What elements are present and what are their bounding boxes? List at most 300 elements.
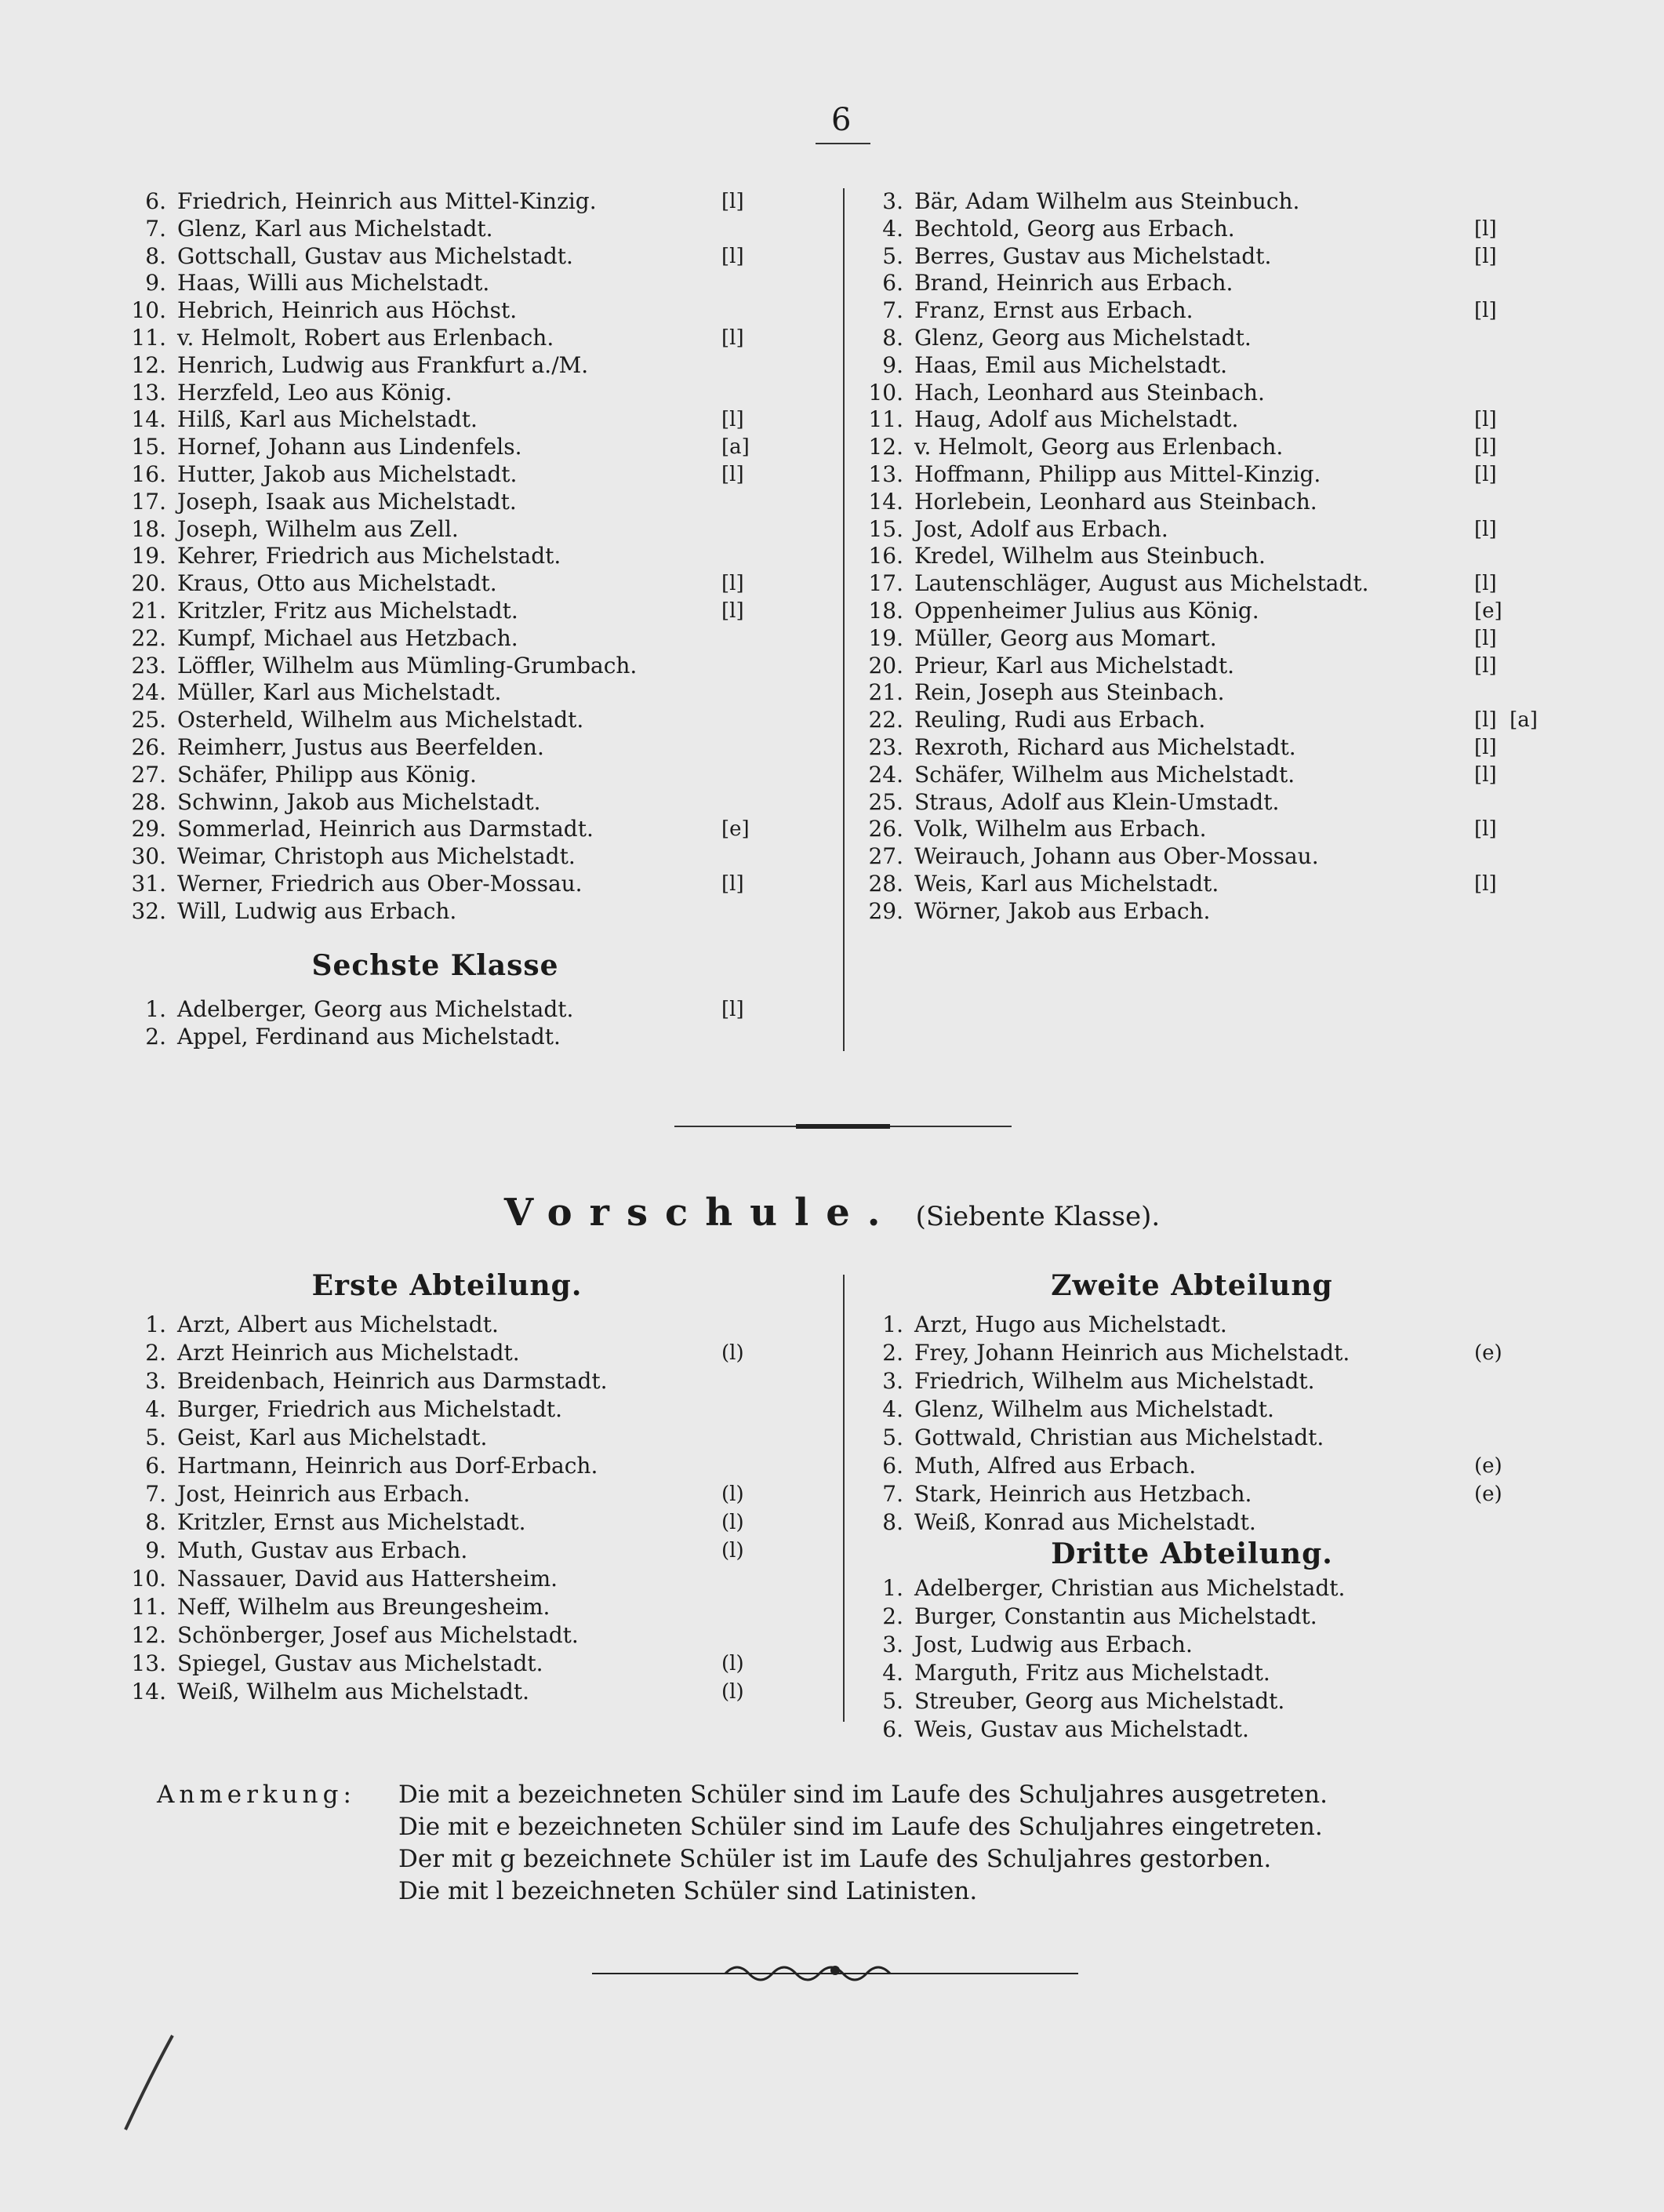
- student-number: 11.: [131, 1594, 166, 1620]
- student-name: Weirauch, Johann aus Ober-Mossau.: [914, 843, 1319, 870]
- student-row: [863, 898, 1568, 926]
- student-row: [863, 188, 1568, 216]
- student-name: Adelberger, Georg aus Michelstadt.: [177, 996, 574, 1022]
- student-name: Geist, Karl aus Michelstadt.: [177, 1424, 488, 1450]
- student-mark: [a]: [721, 435, 750, 460]
- student-row: [125, 1679, 831, 1707]
- student-row: [125, 434, 831, 461]
- anmerkung-line: Die mit l bezeichneten Schüler sind Latinisten.: [398, 1877, 978, 1905]
- student-row: [125, 406, 831, 434]
- student-name: Hoffmann, Philipp aus Mittel-Kinzig.: [914, 460, 1321, 487]
- student-name: Rexroth, Richard aus Michelstadt.: [914, 733, 1296, 760]
- student-name: Rein, Joseph aus Steinbach.: [914, 679, 1225, 706]
- student-row: [125, 1481, 831, 1509]
- dritte-abteilung-heading: Dritte Abteilung.: [1051, 1537, 1333, 1570]
- student-number: 3.: [882, 1368, 903, 1394]
- sechste-klasse-heading: Sechste Klasse: [311, 949, 559, 982]
- anmerkung-line: Die mit e bezeichneten Schüler sind im Laufe des Schuljahres eingetreten.: [398, 1813, 1323, 1841]
- student-row: [125, 843, 831, 871]
- student-row: [863, 1396, 1568, 1424]
- anmerkung-label: Anmerkung:: [157, 1781, 356, 1809]
- student-name: Weis, Karl aus Michelstadt.: [914, 870, 1219, 897]
- student-mark: [l]: [1474, 572, 1497, 596]
- student-name: Hartmann, Heinrich aus Dorf-Erbach.: [177, 1453, 598, 1479]
- page-number: 6: [831, 102, 852, 138]
- student-row: [863, 734, 1568, 762]
- sechste-klasse-list: [125, 996, 831, 1051]
- student-row: [125, 679, 831, 707]
- dritte-abteilung-list: [863, 1575, 1568, 1744]
- student-name: Oppenheimer Julius aus König.: [914, 597, 1259, 624]
- student-number: 25.: [131, 707, 166, 733]
- student-number: 20.: [868, 652, 903, 679]
- student-row: [863, 270, 1568, 297]
- zweite-abteilung-heading: Zweite Abteilung: [1051, 1269, 1333, 1302]
- student-row: [863, 789, 1568, 817]
- student-number: 8.: [145, 1509, 166, 1535]
- student-mark: [l]: [721, 572, 744, 596]
- student-row: [125, 734, 831, 762]
- student-row: [863, 1688, 1568, 1716]
- student-row: [125, 1594, 831, 1622]
- student-number: 12.: [131, 1622, 166, 1648]
- student-number: 13.: [131, 1650, 166, 1676]
- student-row: [863, 1368, 1568, 1396]
- student-mark: (l): [721, 1652, 744, 1675]
- student-row: [863, 243, 1568, 271]
- student-number: 3.: [882, 1632, 903, 1657]
- student-number: 6.: [882, 1453, 903, 1479]
- student-row: [125, 1453, 831, 1481]
- student-number: 15.: [131, 434, 166, 460]
- student-name: Prieur, Karl aus Michelstadt.: [914, 652, 1234, 679]
- student-row: [863, 679, 1568, 707]
- student-name: Hornef, Johann aus Lindenfels.: [177, 434, 522, 460]
- student-mark: (e): [1474, 1341, 1502, 1365]
- student-number: 14.: [868, 488, 903, 515]
- student-number: 11.: [131, 324, 166, 351]
- student-row: [125, 380, 831, 407]
- dritte-abteilung-heading-wrap: [863, 1537, 1521, 1570]
- anmerkung-line: Die mit a bezeichneten Schüler sind im Laufe des Schuljahres ausgetreten.: [398, 1781, 1328, 1809]
- student-row: [125, 1424, 831, 1453]
- student-number: 22.: [131, 624, 166, 651]
- student-number: 1.: [145, 996, 166, 1022]
- student-name: Streuber, Georg aus Michelstadt.: [914, 1688, 1285, 1714]
- student-row: [863, 1312, 1568, 1340]
- student-name: Bär, Adam Wilhelm aus Steinbuch.: [914, 188, 1300, 214]
- student-row: [863, 625, 1568, 653]
- sechste-klasse-heading-wrap: [125, 949, 745, 982]
- student-row: [863, 434, 1568, 461]
- student-number: 8.: [145, 242, 166, 269]
- student-row: [863, 1453, 1568, 1481]
- student-number: 9.: [145, 270, 166, 297]
- student-mark: [l] [a]: [1474, 708, 1538, 733]
- student-name: Osterheld, Wilhelm aus Michelstadt.: [177, 707, 584, 733]
- student-name: Sommerlad, Heinrich aus Darmstadt.: [177, 816, 594, 842]
- student-number: 4.: [882, 1396, 903, 1422]
- student-number: 27.: [868, 843, 903, 870]
- erste-abteilung-heading-wrap: [125, 1269, 768, 1302]
- student-number: 23.: [868, 733, 903, 760]
- student-name: Burger, Friedrich aus Michelstadt.: [177, 1396, 563, 1422]
- student-name: Kumpf, Michael aus Hetzbach.: [177, 624, 518, 651]
- erste-abteilung-list: [125, 1312, 831, 1707]
- student-row: [125, 898, 831, 926]
- student-name: Haas, Willi aus Michelstadt.: [177, 270, 490, 297]
- student-number: 9.: [145, 1537, 166, 1563]
- student-row: [125, 871, 831, 898]
- student-row: [125, 653, 831, 680]
- student-name: Jost, Ludwig aus Erbach.: [914, 1632, 1193, 1657]
- student-number: 1.: [882, 1575, 903, 1601]
- student-row: [863, 871, 1568, 898]
- student-number: 24.: [868, 761, 903, 788]
- student-number: 10.: [131, 1566, 166, 1592]
- student-row: [125, 1509, 831, 1537]
- section-divider-line: [674, 1122, 1012, 1131]
- student-mark: [l]: [1474, 517, 1497, 541]
- student-row: [863, 516, 1568, 544]
- zweite-abteilung-heading-wrap: [863, 1269, 1521, 1302]
- student-name: Hilß, Karl aus Michelstadt.: [177, 406, 478, 433]
- student-number: 2.: [882, 1340, 903, 1366]
- erste-abteilung-heading: Erste Abteilung.: [311, 1269, 583, 1302]
- student-name: Kehrer, Friedrich aus Michelstadt.: [177, 543, 561, 569]
- student-row: [863, 1575, 1568, 1603]
- student-mark: (l): [721, 1341, 744, 1365]
- student-number: 18.: [131, 515, 166, 542]
- student-mark: [l]: [1474, 871, 1497, 896]
- student-row: [863, 1660, 1568, 1688]
- page-number-rule: [816, 143, 870, 144]
- student-row: [125, 816, 831, 843]
- student-row: [125, 1340, 831, 1368]
- column-divider-upper: [843, 188, 845, 1051]
- student-mark: [l]: [1474, 762, 1497, 787]
- student-name: Kredel, Wilhelm aus Steinbuch.: [914, 543, 1266, 569]
- student-number: 5.: [882, 242, 903, 269]
- student-number: 6.: [882, 270, 903, 297]
- student-row: [863, 297, 1568, 325]
- student-name: Joseph, Isaak aus Michelstadt.: [177, 488, 517, 515]
- student-number: 18.: [868, 597, 903, 624]
- student-row: [863, 1424, 1568, 1453]
- student-mark: [l]: [1474, 244, 1497, 268]
- student-name: Straus, Adolf aus Klein-Umstadt.: [914, 788, 1280, 815]
- student-number: 27.: [131, 761, 166, 788]
- student-row: [863, 653, 1568, 680]
- student-number: 7.: [882, 297, 903, 324]
- student-name: Hebrich, Heinrich aus Höchst.: [177, 297, 518, 324]
- student-row: [863, 1340, 1568, 1368]
- student-row: [863, 1603, 1568, 1632]
- student-number: 21.: [131, 597, 166, 624]
- student-number: 8.: [882, 324, 903, 351]
- student-number: 10.: [868, 379, 903, 406]
- student-row: [125, 489, 831, 516]
- student-name: Nassauer, David aus Hattersheim.: [177, 1566, 558, 1592]
- student-row: [863, 570, 1568, 598]
- student-row: [125, 188, 831, 216]
- student-name: Volk, Wilhelm aus Erbach.: [914, 816, 1207, 842]
- student-name: Friedrich, Heinrich aus Mittel-Kinzig.: [177, 188, 597, 214]
- student-row: [863, 325, 1568, 352]
- student-row: [863, 543, 1568, 570]
- student-number: 4.: [882, 1660, 903, 1686]
- student-mark: [l]: [1474, 653, 1497, 678]
- student-name: Arzt, Hugo aus Michelstadt.: [914, 1312, 1227, 1337]
- student-name: Joseph, Wilhelm aus Zell.: [177, 515, 459, 542]
- student-name: Weiß, Konrad aus Michelstadt.: [914, 1509, 1256, 1535]
- student-row: [125, 1650, 831, 1679]
- student-number: 4.: [145, 1396, 166, 1422]
- student-number: 2.: [145, 1023, 166, 1050]
- student-row: [125, 516, 831, 544]
- student-number: 24.: [131, 679, 166, 706]
- student-row: [863, 216, 1568, 243]
- student-mark: (l): [721, 1511, 744, 1534]
- pen-stroke-mark: [118, 2032, 180, 2134]
- student-name: Spiegel, Gustav aus Michelstadt.: [177, 1650, 543, 1676]
- student-name: Stark, Heinrich aus Hetzbach.: [914, 1481, 1252, 1507]
- student-number: 7.: [882, 1481, 903, 1507]
- student-name: Marguth, Fritz aus Michelstadt.: [914, 1660, 1270, 1686]
- student-name: Friedrich, Wilhelm aus Michelstadt.: [914, 1368, 1315, 1394]
- student-number: 3.: [145, 1368, 166, 1394]
- student-number: 8.: [882, 1509, 903, 1535]
- student-number: 17.: [131, 488, 166, 515]
- student-name: Glenz, Georg aus Michelstadt.: [914, 324, 1252, 351]
- student-name: Berres, Gustav aus Michelstadt.: [914, 242, 1272, 269]
- student-name: Muth, Gustav aus Erbach.: [177, 1537, 468, 1563]
- student-number: 20.: [131, 570, 166, 597]
- student-number: 16.: [868, 543, 903, 569]
- student-number: 28.: [868, 870, 903, 897]
- student-name: Breidenbach, Heinrich aus Darmstadt.: [177, 1368, 608, 1394]
- vorschule-title: [0, 1191, 1664, 1235]
- student-row: [863, 707, 1568, 734]
- student-name: Appel, Ferdinand aus Michelstadt.: [177, 1023, 561, 1050]
- student-mark: [l]: [1474, 408, 1497, 432]
- student-name: Löffler, Wilhelm aus Mümling-Grumbach.: [177, 652, 638, 679]
- student-number: 5.: [145, 1424, 166, 1450]
- student-row: [863, 762, 1568, 789]
- student-row: [125, 543, 831, 570]
- student-name: Horlebein, Leonhard aus Steinbach.: [914, 488, 1317, 515]
- student-name: Burger, Constantin aus Michelstadt.: [914, 1603, 1317, 1629]
- student-number: 12.: [131, 351, 166, 378]
- student-row: [863, 1716, 1568, 1744]
- student-name: Jost, Heinrich aus Erbach.: [177, 1481, 470, 1507]
- student-row: [125, 598, 831, 625]
- student-mark: [l]: [1474, 216, 1497, 241]
- student-name: v. Helmolt, Robert aus Erlenbach.: [177, 324, 554, 351]
- student-number: 16.: [131, 460, 166, 487]
- student-name: Bechtold, Georg aus Erbach.: [914, 215, 1235, 242]
- student-name: Glenz, Wilhelm aus Michelstadt.: [914, 1396, 1274, 1422]
- student-mark: (l): [721, 1680, 744, 1704]
- student-mark: (e): [1474, 1454, 1502, 1478]
- student-name: Haas, Emil aus Michelstadt.: [914, 351, 1228, 378]
- student-row: [863, 1632, 1568, 1660]
- student-row: [125, 789, 831, 817]
- student-number: 6.: [882, 1716, 903, 1742]
- student-name: Weiß, Wilhelm aus Michelstadt.: [177, 1679, 529, 1704]
- student-row: [125, 1396, 831, 1424]
- student-number: 2.: [145, 1340, 166, 1366]
- student-number: 10.: [131, 297, 166, 324]
- student-mark: [l]: [1474, 735, 1497, 759]
- student-mark: [l]: [721, 871, 744, 896]
- student-name: Adelberger, Christian aus Michelstadt.: [914, 1575, 1346, 1601]
- student-number: 17.: [868, 570, 903, 597]
- student-name: Haug, Adolf aus Michelstadt.: [914, 406, 1239, 433]
- student-mark: [e]: [1474, 598, 1502, 623]
- student-mark: [l]: [1474, 462, 1497, 486]
- student-number: 15.: [868, 515, 903, 542]
- student-number: 29.: [868, 897, 903, 924]
- student-mark: [l]: [721, 326, 744, 350]
- student-row: [863, 380, 1568, 407]
- student-row: [125, 270, 831, 297]
- student-row: [863, 406, 1568, 434]
- student-number: 1.: [882, 1312, 903, 1337]
- student-mark: [l]: [721, 462, 744, 486]
- student-mark: (l): [721, 1539, 744, 1563]
- student-number: 30.: [131, 843, 166, 870]
- student-row: [863, 489, 1568, 516]
- student-row: [125, 216, 831, 243]
- student-number: 23.: [131, 652, 166, 679]
- student-row: [125, 1537, 831, 1566]
- student-mark: [l]: [1474, 299, 1497, 323]
- student-mark: [l]: [1474, 626, 1497, 650]
- student-row: [863, 816, 1568, 843]
- student-name: Brand, Heinrich aus Erbach.: [914, 270, 1233, 297]
- student-mark: [l]: [721, 998, 744, 1021]
- student-name: Wörner, Jakob aus Erbach.: [914, 897, 1211, 924]
- student-number: 7.: [145, 1481, 166, 1507]
- student-number: 13.: [131, 379, 166, 406]
- student-row: [863, 598, 1568, 625]
- student-number: 9.: [882, 351, 903, 378]
- student-name: Will, Ludwig aus Erbach.: [177, 897, 457, 924]
- student-name: Reuling, Rudi aus Erbach.: [914, 707, 1206, 733]
- student-name: Henrich, Ludwig aus Frankfurt a./M.: [177, 351, 589, 378]
- student-mark: (l): [721, 1483, 744, 1506]
- student-number: 26.: [868, 816, 903, 842]
- student-number: 11.: [868, 406, 903, 433]
- student-number: 31.: [131, 870, 166, 897]
- student-name: Lautenschläger, August aus Michelstadt.: [914, 570, 1369, 597]
- student-number: 22.: [868, 707, 903, 733]
- student-row: [125, 996, 831, 1024]
- student-number: 7.: [145, 215, 166, 242]
- student-name: Kritzler, Fritz aus Michelstadt.: [177, 597, 518, 624]
- student-number: 6.: [145, 188, 166, 214]
- student-row: [125, 1024, 831, 1051]
- student-name: Gottschall, Gustav aus Michelstadt.: [177, 242, 573, 269]
- student-row: [863, 843, 1568, 871]
- student-number: 1.: [145, 1312, 166, 1337]
- student-name: Arzt Heinrich aus Michelstadt.: [177, 1340, 520, 1366]
- student-name: Schäfer, Philipp aus König.: [177, 761, 477, 788]
- student-row: [125, 570, 831, 598]
- student-number: 12.: [868, 434, 903, 460]
- student-mark: [e]: [721, 817, 750, 842]
- student-row: [125, 1368, 831, 1396]
- student-number: 14.: [131, 406, 166, 433]
- student-number: 6.: [145, 1453, 166, 1479]
- student-name: Hutter, Jakob aus Michelstadt.: [177, 460, 518, 487]
- student-mark: [l]: [721, 190, 744, 213]
- column-divider-lower: [843, 1275, 845, 1722]
- student-row: [125, 762, 831, 789]
- student-mark: [l]: [721, 598, 744, 623]
- left-column: [125, 188, 831, 926]
- student-number: 3.: [882, 188, 903, 214]
- student-mark: [l]: [1474, 817, 1497, 842]
- student-name: Müller, Georg aus Momart.: [914, 624, 1217, 651]
- student-number: 19.: [131, 543, 166, 569]
- student-number: 5.: [882, 1688, 903, 1714]
- student-number: 14.: [131, 1679, 166, 1704]
- student-name: Herzfeld, Leo aus König.: [177, 379, 452, 406]
- student-name: Arzt, Albert aus Michelstadt.: [177, 1312, 499, 1337]
- student-name: Frey, Johann Heinrich aus Michelstadt.: [914, 1340, 1350, 1366]
- student-name: Werner, Friedrich aus Ober-Mossau.: [177, 870, 583, 897]
- student-number: 19.: [868, 624, 903, 651]
- student-number: 28.: [131, 788, 166, 815]
- student-name: Weimar, Christoph aus Michelstadt.: [177, 843, 576, 870]
- vorschule-subheading: (Siebente Klasse).: [915, 1201, 1161, 1232]
- student-mark: [l]: [1474, 435, 1497, 460]
- ornament-divider: [592, 1959, 1078, 1983]
- student-row: [125, 1566, 831, 1594]
- student-name: v. Helmolt, Georg aus Erlenbach.: [914, 434, 1284, 460]
- student-row: [125, 297, 831, 325]
- student-row: [125, 352, 831, 380]
- student-row: [125, 461, 831, 489]
- student-mark: [l]: [721, 244, 744, 268]
- student-row: [863, 352, 1568, 380]
- student-name: Weis, Gustav aus Michelstadt.: [914, 1716, 1249, 1742]
- student-row: [125, 243, 831, 271]
- student-name: Müller, Karl aus Michelstadt.: [177, 679, 502, 706]
- student-row: [863, 461, 1568, 489]
- student-number: 32.: [131, 897, 166, 924]
- student-name: Gottwald, Christian aus Michelstadt.: [914, 1424, 1324, 1450]
- student-mark: [l]: [721, 408, 744, 432]
- student-name: Schwinn, Jakob aus Michelstadt.: [177, 788, 541, 815]
- student-name: Kraus, Otto aus Michelstadt.: [177, 570, 497, 597]
- student-number: 13.: [868, 460, 903, 487]
- anmerkung-line: Der mit g bezeichnete Schüler ist im Laufe des Schuljahres gestorben.: [398, 1845, 1272, 1873]
- student-row: [125, 707, 831, 734]
- student-number: 25.: [868, 788, 903, 815]
- student-name: Hach, Leonhard aus Steinbach.: [914, 379, 1265, 406]
- student-number: 5.: [882, 1424, 903, 1450]
- student-row: [863, 1509, 1568, 1537]
- student-number: 26.: [131, 733, 166, 760]
- student-number: 4.: [882, 215, 903, 242]
- student-number: 21.: [868, 679, 903, 706]
- student-name: Muth, Alfred aus Erbach.: [914, 1453, 1197, 1479]
- student-row: [125, 625, 831, 653]
- student-number: 2.: [882, 1603, 903, 1629]
